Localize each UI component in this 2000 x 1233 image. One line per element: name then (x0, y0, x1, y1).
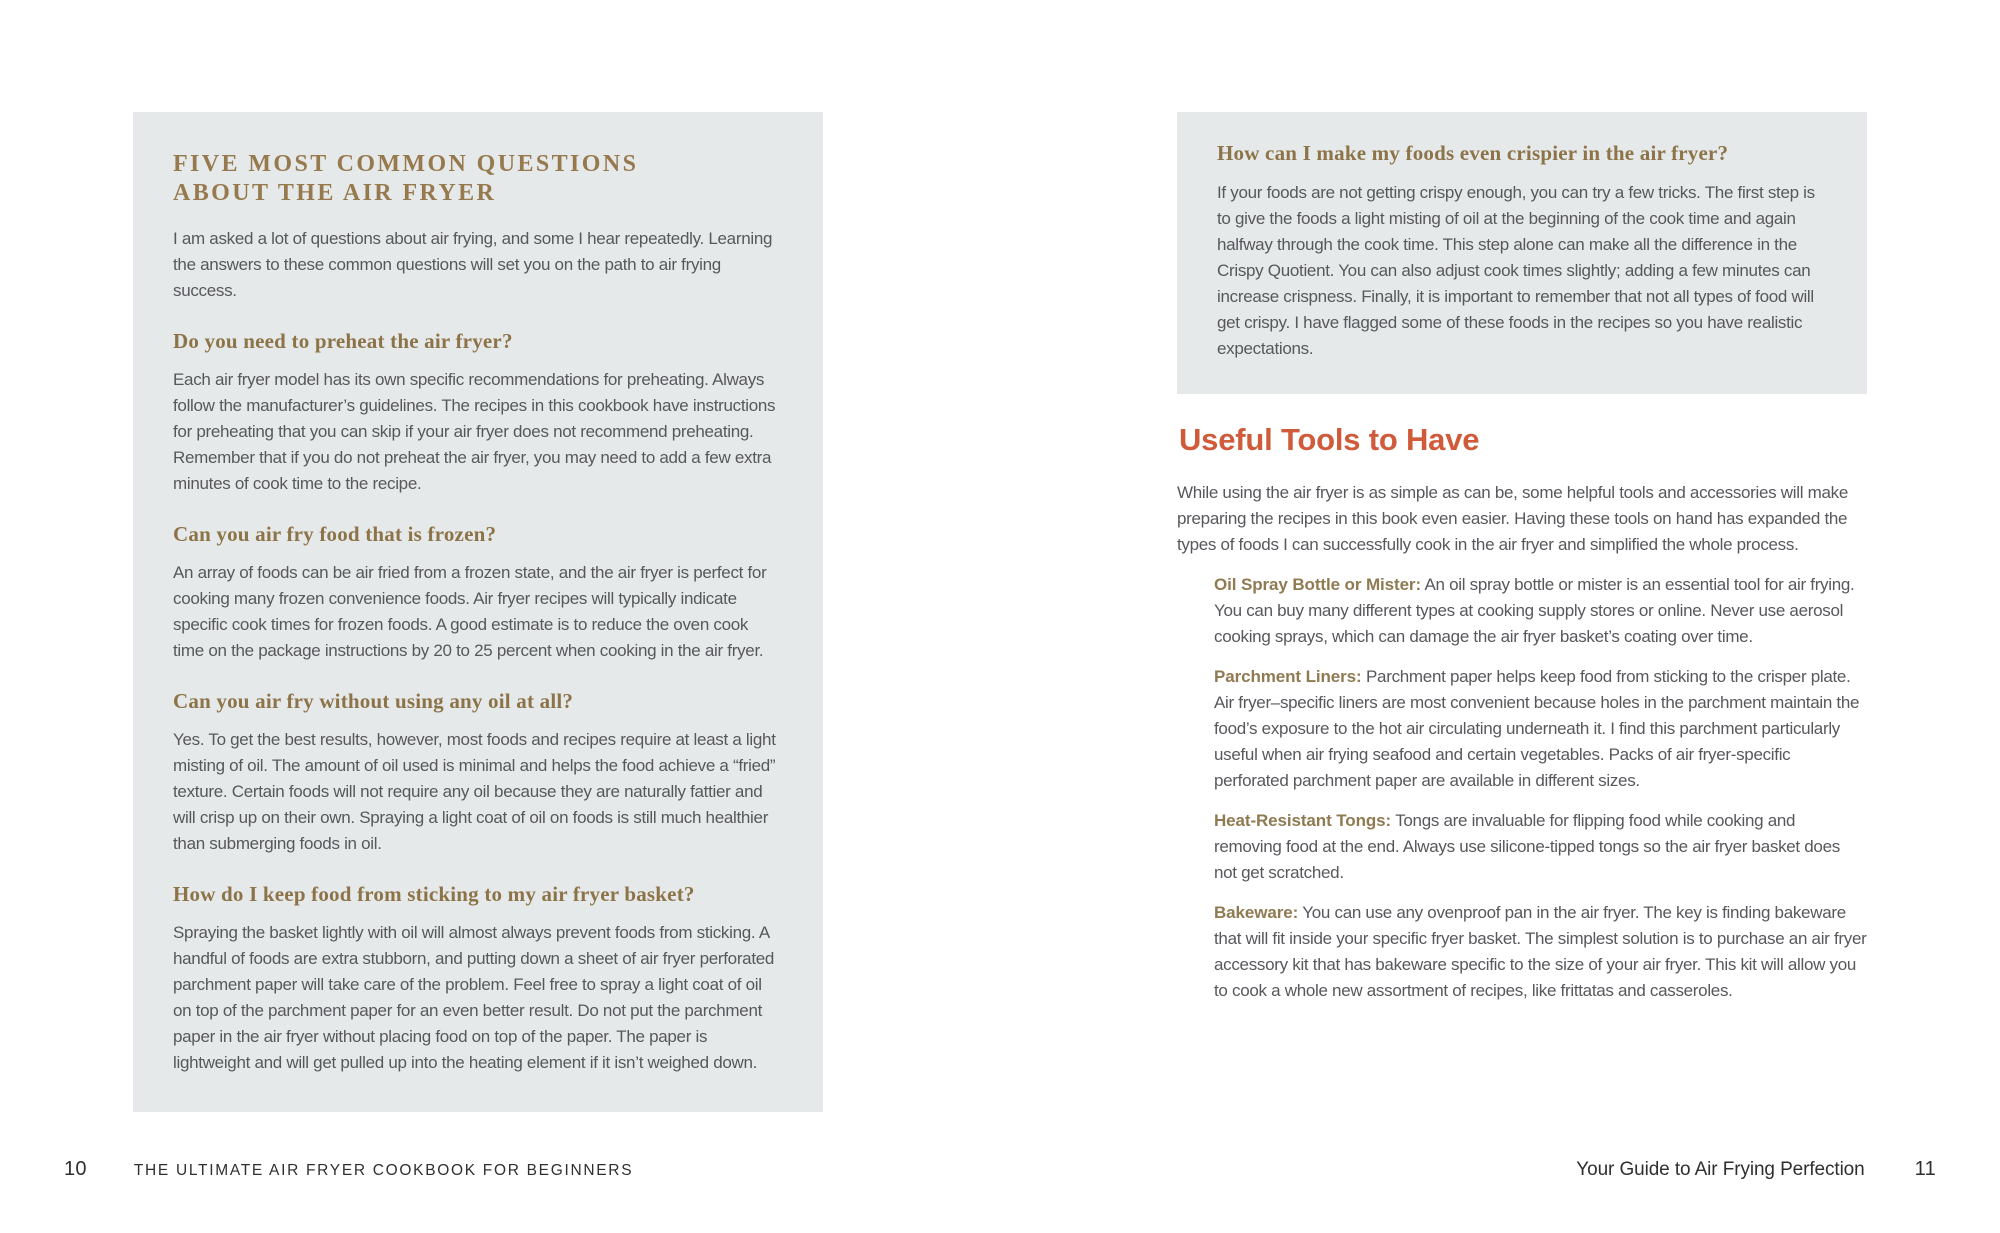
faq-question-frozen: Can you air fry food that is frozen? (173, 522, 497, 546)
tool-text-bakeware: You can use any ovenproof pan in the air fryer. The key is finding bakeware that will fit inside your specific fryer basket. The simplest solution is to purchase an air fryer accessory kit that has bakeware specific to the size of your air fryer. This kit will allow you to cook a whole new assortment of recipes, like frittatas and casseroles. (1214, 903, 1867, 1000)
tool-label-parchment-liners: Parchment Liners: (1214, 667, 1362, 686)
faq-box-heading-line2: ABOUT THE AIR FRYER (173, 180, 497, 206)
faq-question-preheat: Do you need to preheat the air fryer? (173, 329, 513, 353)
faq-answer-preheat: Each air fryer model has its own specific recommendations for preheating. Always follow the manufacturer’s guidelines. The recipes in this cookbook have instructions for preheating that you can skip if your air fryer does not recommend preheating. Remember that if you do not preheat the air fryer, you may need to add a few extra minutes of cook time to the recipe. (173, 370, 776, 493)
faq-answer-frozen: An array of foods can be air fried from a frozen state, and the air fryer is perfect for cooking many frozen convenience foods. Air fryer recipes will typically indicate specific cook times for frozen foods. A good estimate is to reduce the oven cook time on the package instructions by 20 to 25 percent when cooking in the air fryer. (173, 563, 767, 660)
book-title-running-head: THE ULTIMATE AIR FRYER COOKBOOK FOR BEGINNERS (133, 1162, 634, 1179)
faq-question-oil: Can you air fry without using any oil at all? (173, 689, 574, 713)
useful-tools-intro: While using the air fryer is as simple as can be, some helpful tools and accessories will make preparing the recipes in this book even easier. Having these tools on hand has expanded the types of foods I can successfully cook in the air fryer and simplified the whole process. (1177, 483, 1848, 554)
tool-label-oil-spray: Oil Spray Bottle or Mister: (1214, 575, 1422, 594)
page-number-left: 10 (64, 1158, 87, 1180)
tool-label-tongs: Heat-Resistant Tongs: (1214, 811, 1392, 830)
faq-box (133, 112, 823, 1112)
tool-text-tongs: Tongs are invaluable for flipping food while cooking and removing food at the end. Always use silicone-tipped tongs so the air fryer basket does not get scratched. (1214, 811, 1840, 882)
faq-box-heading-line1: FIVE MOST COMMON QUESTIONS (173, 151, 639, 177)
footer-right-page (1576, 1158, 1936, 1181)
tool-item-oil-spray (1214, 572, 1867, 650)
section-heading-useful-tools: Useful Tools to Have (1179, 422, 1480, 457)
page-footer (0, 1158, 2000, 1188)
faq-question-sticking: How do I keep food from sticking to my air fryer basket? (173, 882, 695, 906)
page-number-right: 11 (1914, 1158, 1936, 1180)
tool-text-oil-spray: An oil spray bottle or mister is an essential tool for air frying. You can buy many different types at cooking supply stores or online. Never use aerosol cooking sprays, which can damage the air fryer basket’s coating over time. (1214, 575, 1855, 646)
tool-item-tongs (1214, 808, 1867, 886)
tools-list (1214, 572, 1867, 1004)
tool-label-bakeware: Bakeware: (1214, 903, 1299, 922)
tool-text-parchment-liners: Parchment paper helps keep food from sticking to the crisper plate. Air fryer–specific liners are most convenient because holes in the parchment maintain the food’s exposure to the hot air circulating underneath it. I find this parchment particularly useful when air frying seafood and certain vegetables. Packs of air fryer-specific perforated parchment paper are available in different sizes. (1214, 667, 1860, 790)
chapter-title-running-head: Your Guide to Air Frying Perfection (1576, 1159, 1865, 1180)
crispier-question-box (1177, 112, 1867, 394)
faq-intro-paragraph: I am asked a lot of questions about air frying, and some I hear repeatedly. Learning the answers to these common questions will set you on the path to air frying success. (173, 229, 773, 300)
tool-item-parchment-liners (1214, 664, 1867, 794)
crispier-question: How can I make my foods even crispier in the air fryer? (1217, 141, 1729, 165)
crispier-answer: If your foods are not getting crispy enough, you can try a few tricks. The first step is to give the foods a light misting of oil at the beginning of the cook time and again halfway through the cook time. This step alone can make all the difference in the Crispy Quotient. You can also adjust cook times slightly; adding a few minutes can increase crispness. Finally, it is important to remember that not all types of food will get crispy. I have flagged some of these foods in the recipes so you have realistic expectations. (1217, 183, 1815, 358)
tool-item-bakeware (1214, 900, 1867, 1004)
footer-left-page (64, 1158, 633, 1181)
right-page-content (1177, 112, 1867, 1004)
faq-box-heading (173, 150, 783, 208)
faq-answer-oil: Yes. To get the best results, however, most foods and recipes require at least a light misting of oil. The amount of oil used is minimal and helps the food achieve a “fried” texture. Certain foods will not require any oil because they are naturally fattier and will crisp up on their own. Spraying a light coat of oil on foods is still much healthier than submerging foods in oil. (173, 730, 776, 853)
faq-answer-sticking: Spraying the basket lightly with oil will almost always prevent foods from sticking. A handful of foods are extra stubborn, and putting down a sheet of air fryer perforated parchment paper will take care of the problem. Feel free to spray a light coat of oil on top of the parchment paper for an even better result. Do not put the parchment paper in the air fryer without placing food on top of the paper. The paper is lightweight and will get pulled up into the heating element if it isn’t weighed down. (173, 923, 775, 1072)
